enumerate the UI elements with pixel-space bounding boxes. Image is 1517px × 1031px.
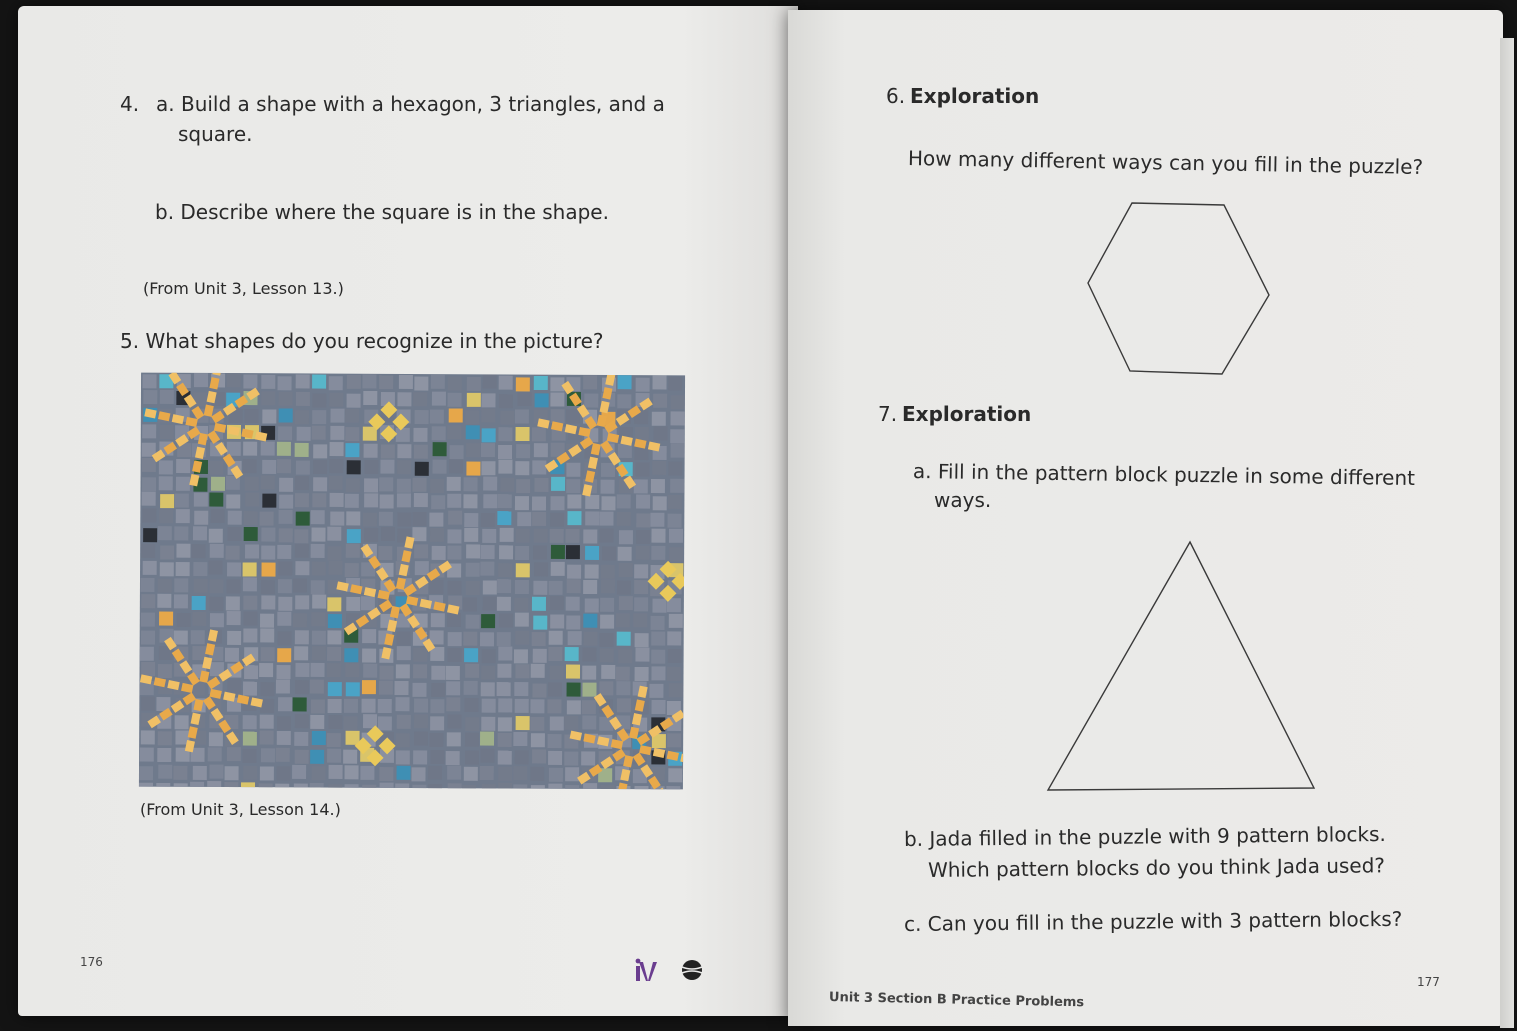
q5-source: (From Unit 3, Lesson 14.) bbox=[140, 800, 341, 819]
page-edge bbox=[1500, 38, 1514, 1028]
q7a-text-cont: ways. bbox=[934, 488, 992, 512]
mosaic-image bbox=[139, 373, 685, 790]
page-number-left: 176 bbox=[80, 955, 103, 969]
q4-source: (From Unit 3, Lesson 13.) bbox=[143, 279, 344, 298]
q7-number: 7. bbox=[878, 402, 898, 426]
hexagon-puzzle bbox=[1086, 200, 1272, 376]
publisher-logo bbox=[634, 958, 706, 982]
q4a-text: a. Build a shape with a hexagon, 3 triangles, and a bbox=[156, 92, 665, 116]
q7b-text: b. Jada filled in the puzzle with 9 pattern blocks. bbox=[903, 821, 1386, 851]
q5-prompt: 5. What shapes do you recognize in the picture? bbox=[120, 329, 604, 353]
q4-number: 4. bbox=[120, 92, 140, 116]
q4b-text: b. Describe where the square is in the shape. bbox=[155, 200, 609, 224]
page-number-right: 177 bbox=[1417, 975, 1440, 989]
footer-unit: Unit 3 Section B Practice Problems bbox=[828, 990, 1085, 1011]
q7c-text: c. Can you fill in the puzzle with 3 pattern blocks? bbox=[903, 906, 1403, 936]
q7b-text-cont: Which pattern blocks do you think Jada used? bbox=[927, 853, 1386, 882]
q6-title: Exploration bbox=[910, 84, 1040, 108]
triangle-puzzle bbox=[1044, 538, 1318, 794]
q7-title: Exploration bbox=[902, 402, 1032, 426]
q7a-text: a. Fill in the pattern block puzzle in some different bbox=[912, 459, 1416, 491]
q6-number: 6. bbox=[886, 84, 906, 108]
q6-prompt: How many different ways can you fill in the puzzle? bbox=[907, 146, 1424, 179]
q4a-text-cont: square. bbox=[178, 122, 253, 146]
